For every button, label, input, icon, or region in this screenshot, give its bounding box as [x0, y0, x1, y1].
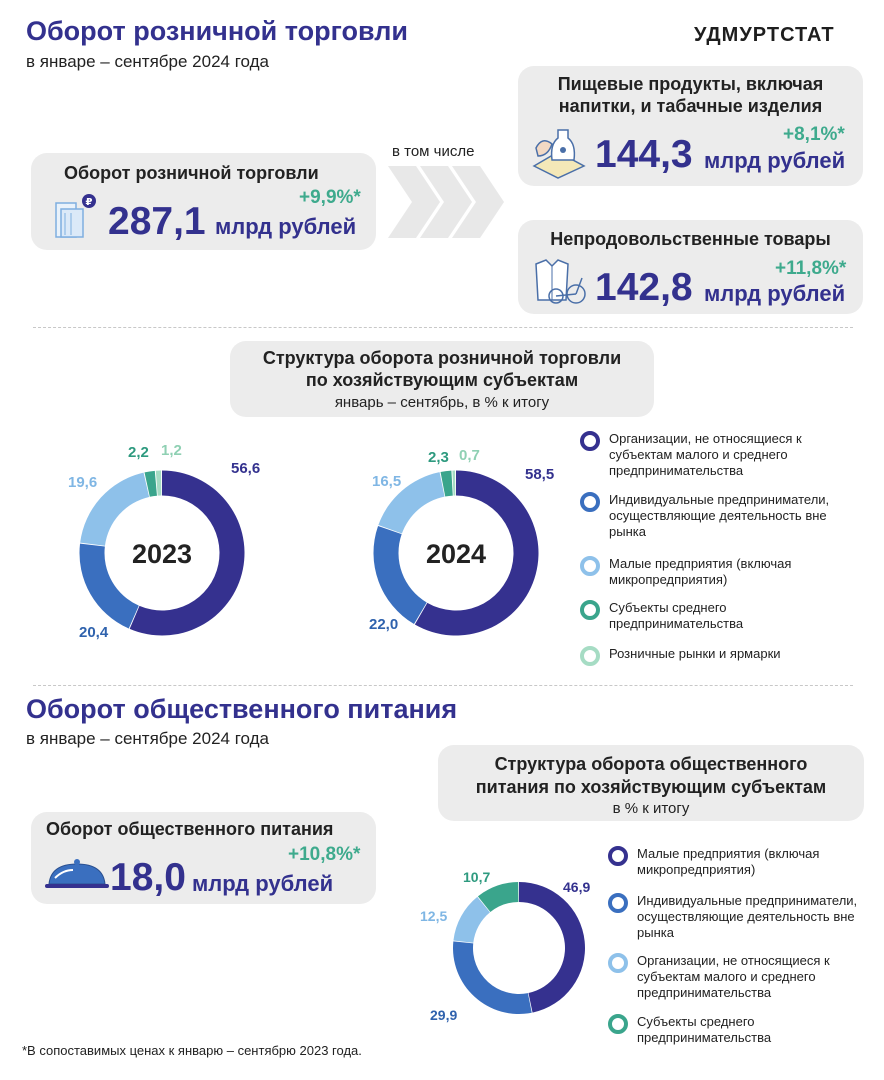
donut-center-year: 2023 [131, 539, 193, 569]
page-subtitle: в январе – сентябре 2024 года [26, 52, 269, 71]
donut-slice [452, 471, 455, 496]
food-change: +8,1%* [783, 124, 845, 145]
legend-marker-icon [608, 1014, 628, 1034]
retail-total-card [31, 153, 376, 250]
retail-total-value: 287,1 [108, 200, 206, 243]
legend-marker-icon [608, 846, 628, 866]
donut-slice [374, 526, 427, 624]
footnote: *В сопоставимых ценах к январю – сентябрю 2023 года. [22, 1043, 362, 1058]
catering-unit: млрд рублей [192, 871, 334, 896]
donut-value-label: 19,6 [68, 474, 98, 491]
legend-label: Субъекты среднего предпринимательства [637, 1014, 772, 1045]
donut-chart-2023 [60, 440, 260, 650]
legend-marker-icon [580, 556, 600, 576]
section-divider [33, 685, 853, 686]
donut-value-label: 56,6 [231, 460, 260, 477]
nonfood-value: 142,8 [595, 266, 693, 309]
nonfood-change: +11,8%* [775, 258, 847, 279]
catering-subtitle: в январе – сентябре 2024 года [26, 729, 269, 748]
food-structure-subtitle: в % к итогу [612, 800, 690, 817]
food-value: 144,3 [595, 133, 693, 176]
catering-card-title: Оборот общественного питания [46, 819, 334, 839]
brand-logo: УДМУРТСТАТ [694, 24, 835, 46]
food-unit: млрд рублей [704, 148, 846, 173]
legend-marker-icon [608, 953, 628, 973]
legend-item [608, 953, 858, 1001]
legend-marker-icon [580, 646, 600, 666]
donut-value-label: 16,5 [372, 473, 402, 490]
legend-label: Малые предприятия (включая микропредприятия) [637, 846, 820, 877]
nonfood-unit: млрд рублей [704, 281, 846, 306]
legend-label: Организации, не относящиеся к субъектам малого и среднего предпринимательства [609, 431, 802, 478]
legend-marker-icon [580, 600, 600, 620]
donut-value-label: 46,9 [563, 879, 591, 895]
donut-chart-catering [420, 850, 620, 1050]
legend-marker-icon [608, 893, 628, 913]
catering-card [31, 812, 376, 904]
retail-total-change: +9,9%* [299, 187, 361, 208]
nonfood-title: Непродовольственные товары [550, 229, 831, 249]
legend-label: Малые предприятия (включая микропредприятия) [609, 556, 792, 587]
legend-item [608, 846, 858, 878]
page-title: Оборот розничной торговли [26, 16, 408, 46]
legend-item [608, 1014, 858, 1046]
legend-item [580, 431, 830, 479]
legend-item [580, 600, 830, 632]
catering-value: 18,0 [110, 856, 186, 899]
donut-value-label: 2,2 [128, 444, 149, 461]
legend-label: Розничные рынки и ярмарки [609, 646, 781, 661]
food-title-line2: напитки, и табачные изделия [558, 96, 823, 116]
donut-value-label: 0,7 [459, 447, 480, 464]
nonfood-icon [528, 256, 592, 310]
section-divider [33, 327, 853, 328]
donut-chart-2024 [355, 440, 555, 650]
catering-change: +10,8%* [288, 844, 361, 865]
cloche-icon [43, 856, 111, 892]
retail-total-unit: млрд рублей [215, 214, 357, 239]
legend-marker-icon [580, 431, 600, 451]
legend-item [580, 646, 830, 666]
donut-value-label: 22,0 [369, 616, 399, 633]
donut-slice [519, 882, 585, 1013]
food-icon [528, 126, 590, 180]
donut-value-label: 10,7 [463, 869, 491, 885]
food-structure-header [438, 745, 864, 821]
donut-center-year: 2024 [425, 539, 487, 569]
legend-item [580, 556, 830, 588]
legend-marker-icon [580, 492, 600, 512]
retail-structure-title-line1: Структура оборота розничной торговли [262, 348, 622, 368]
legend-item [608, 893, 858, 941]
donut-value-label: 29,9 [430, 1007, 458, 1023]
donut-slice [79, 544, 138, 629]
donut-value-label: 12,5 [420, 908, 448, 924]
legend-label: Субъекты среднего предпринимательства [609, 600, 744, 631]
donut-slice [453, 941, 532, 1014]
legend-item [580, 492, 830, 540]
donut-value-label: 1,2 [161, 442, 182, 459]
donut-value-label: 20,4 [79, 624, 109, 641]
donut-value-label: 58,5 [525, 466, 555, 483]
food-title-line1: Пищевые продукты, включая [557, 74, 824, 94]
money-icon [53, 191, 101, 241]
legend-label: Индивидуальные предприниматели, осуществляющие деятельность вне рынка [637, 893, 858, 940]
nonfood-card [518, 220, 863, 314]
retail-structure-header [230, 341, 654, 417]
legend-label: Организации, не относящиеся к субъектам малого и среднего предпринимательства [637, 953, 830, 1000]
retail-total-title: Оборот розничной торговли [64, 163, 319, 183]
food-structure-title-line2: питания по хозяйствующим субъектам [475, 777, 827, 797]
svg-text:₽: ₽ [85, 197, 93, 208]
donut-value-label: 2,3 [428, 449, 449, 466]
in-that-number-label: в том числе [392, 143, 475, 160]
chevron-arrows-icon [388, 166, 504, 238]
legend-label: Индивидуальные предприниматели, осуществляющие деятельность вне рынка [609, 492, 830, 539]
retail-structure-title-line2: по хозяйствующим субъектам [305, 370, 579, 390]
retail-structure-subtitle: январь – сентябрь, в % к итогу [334, 394, 550, 411]
catering-heading: Оборот общественного питания [26, 694, 458, 724]
food-card [518, 66, 863, 186]
food-structure-title-line1: Структура оборота общественного [494, 754, 808, 774]
